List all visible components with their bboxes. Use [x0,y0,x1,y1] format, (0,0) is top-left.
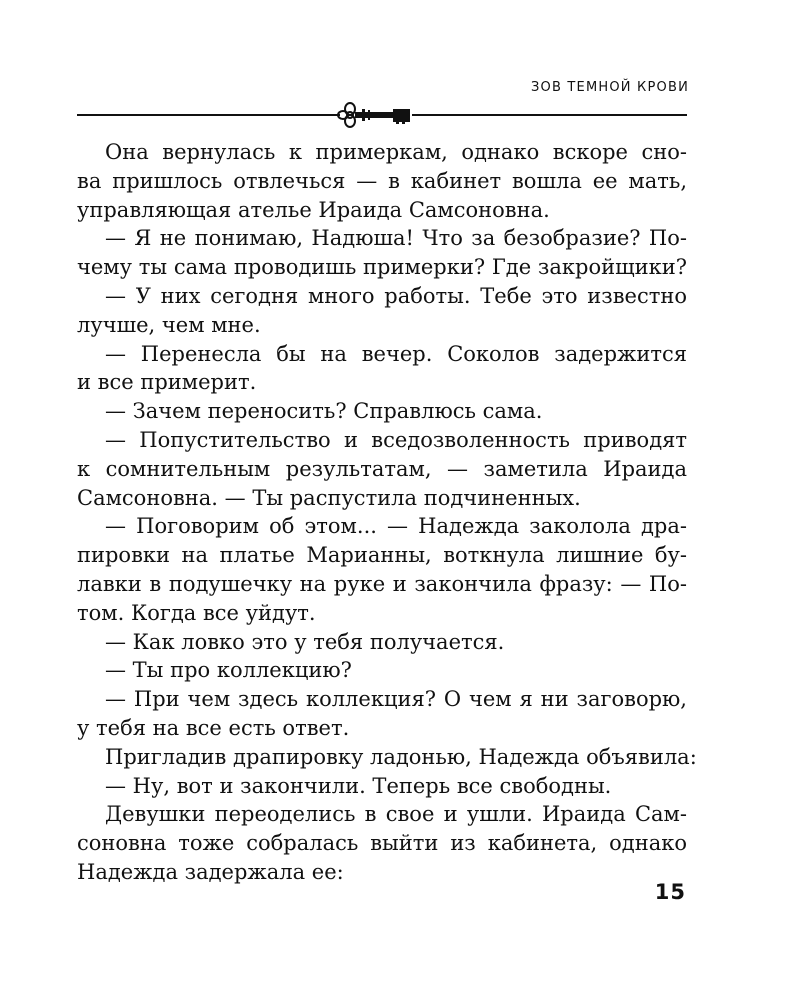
text-line: — У них сегодня много работы. Тебе это известно [105,283,687,308]
text-line: — Ты про коллекцию? [105,658,352,683]
text-line: пировки на платье Марианны, воткнула лишние бу- [77,543,687,568]
text-line: соновна тоже собралась выйти из кабинета, однако [77,831,687,856]
text-line: ва пришлось отвлечься — в кабинет вошла ее мать, [77,168,687,193]
text-line: Самсоновна. — Ты распустила подчиненных. [77,485,581,510]
text-line: — Попустительство и вседозволенность приводят [105,427,687,452]
text-line: — Поговорим об этом... — Надежда заколола дра- [105,514,687,539]
text-line: — Перенесла бы на вечер. Соколов задержится [105,341,687,366]
text-line: Пригладив драпировку ладонью, Надежда объявила: [105,744,697,769]
key-shaft [355,109,393,121]
key-bit [393,109,410,124]
text-line: — Я не понимаю, Надюша! Что за безобразие? По- [105,226,687,251]
text-line: том. Когда все уйдут. [77,600,316,625]
text-line: — Зачем переносить? Справлюсь сама. [105,399,543,424]
running-header: ЗОВ ТЕМНОЙ КРОВИ [531,80,689,95]
page-number: 15 [654,880,686,904]
skeleton-key-icon [0,99,800,135]
key-bow [338,103,355,127]
text-line: — Ну, вот и закончили. Теперь все свободны. [105,773,612,798]
text-line: лавки в подушечку на руке и закончила фразу: — По- [77,571,687,596]
text-line: Девушки переоделись в свое и ушли. Ираида Сам- [105,802,687,827]
text-line: — Как ловко это у тебя получается. [105,629,505,654]
text-line: к сомнительным результатам, — заметила Ираида [77,456,687,481]
text-line: лучше, чем мне. [77,312,261,337]
text-line: — При чем здесь коллекция? О чем я ни заговорю, [105,687,687,712]
text-line: Надежда задержала ее: [77,859,344,884]
text-line: и все примерит. [77,370,257,395]
text-line: управляющая ателье Ираида Самсоновна. [77,197,550,222]
text-line: чему ты сама проводишь примерки? Где закройщики? [77,255,687,280]
body-text [77,138,697,887]
text-line: Она вернулась к примеркам, однако вскоре сно- [105,140,687,164]
text-line: у тебя на все есть ответ. [77,715,350,740]
